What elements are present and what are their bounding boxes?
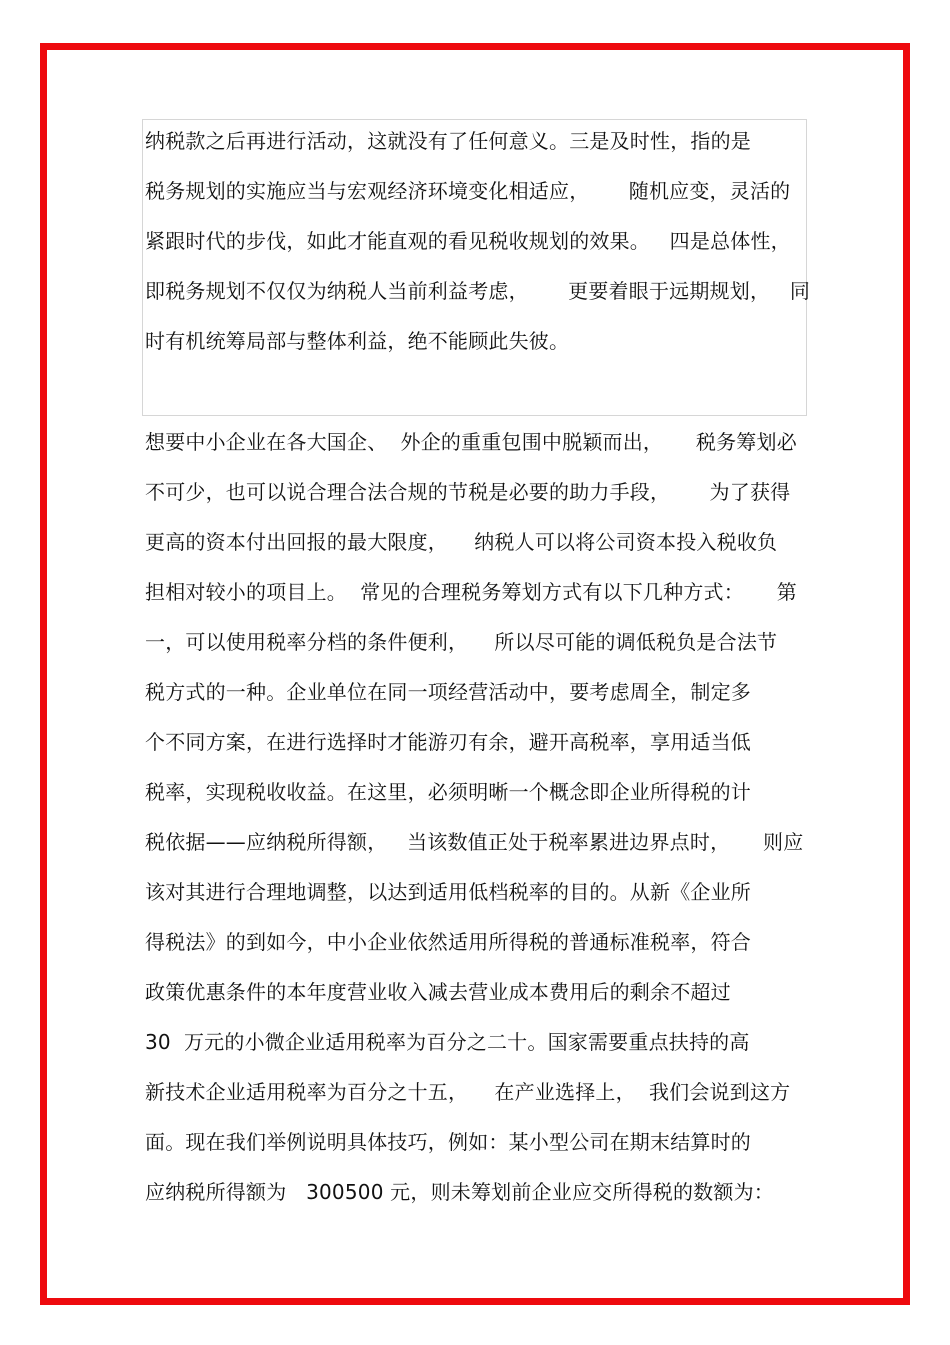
- text-line: 该对其进行合理地调整，以达到适用低档税率的目的。从新《企业所: [145, 880, 751, 904]
- text-line: 税依据——应纳税所得额， 当该数值正处于税率累进边界点时， 则应: [145, 830, 804, 854]
- text-line: 个不同方案，在进行选择时才能游刃有余，避开高税率，享用适当低: [145, 730, 751, 754]
- text-line: 不可少，也可以说合理合法合规的节税是必要的助力手段， 为了获得: [145, 480, 791, 504]
- text-line: 担相对较小的项目上。 常见的合理税务筹划方式有以下几种方式： 第: [145, 580, 797, 604]
- text-line: 应纳税所得额为 300500 元，则未筹划前企业应交所得税的数额为：: [145, 1180, 774, 1204]
- text-line: 面。现在我们举例说明具体技巧，例如：某小型公司在期末结算时的: [145, 1130, 751, 1154]
- text-line: 纳税款之后再进行活动，这就没有了任何意义。三是及时性，指的是: [145, 129, 751, 153]
- text-line: 一，可以使用税率分档的条件便利， 所以尽可能的调低税负是合法节: [145, 630, 778, 654]
- text-line: 税务规划的实施应当与宏观经济环境变化相适应， 随机应变，灵活的: [145, 179, 791, 203]
- text-line: 新技术企业适用税率为百分之十五， 在产业选择上， 我们会说到这方: [145, 1080, 791, 1104]
- text-line: 时有机统筹局部与整体利益，绝不能顾此失彼。: [145, 329, 570, 353]
- main-paragraph: [145, 417, 803, 1217]
- text-line: 想要中小企业在各大国企、 外企的重重包围中脱颖而出， 税务筹划必: [145, 430, 797, 454]
- text-line: 更高的资本付出回报的最大限度， 纳税人可以将公司资本投入税收负: [145, 530, 778, 554]
- text-line: 即税务规划不仅仅为纳税人当前利益考虑， 更要着眼于远期规划， 同: [145, 279, 811, 303]
- text-line: 得税法》的到如今，中小企业依然适用所得税的普通标准税率，符合: [145, 930, 751, 954]
- text-line: 税方式的一种。企业单位在同一项经营活动中，要考虑周全，制定多: [145, 680, 751, 704]
- boxed-paragraph: [145, 116, 810, 366]
- text-line: 30 万元的小微企业适用税率为百分之二十。国家需要重点扶持的高: [145, 1030, 750, 1054]
- text-line: 税率，实现税收收益。在这里，必须明晰一个概念即企业所得税的计: [145, 780, 751, 804]
- text-line: 政策优惠条件的本年度营业收入减去营业成本费用后的剩余不超过: [145, 980, 731, 1004]
- text-line: 紧跟时代的步伐，如此才能直观的看见税收规划的效果。 四是总体性，: [145, 229, 791, 253]
